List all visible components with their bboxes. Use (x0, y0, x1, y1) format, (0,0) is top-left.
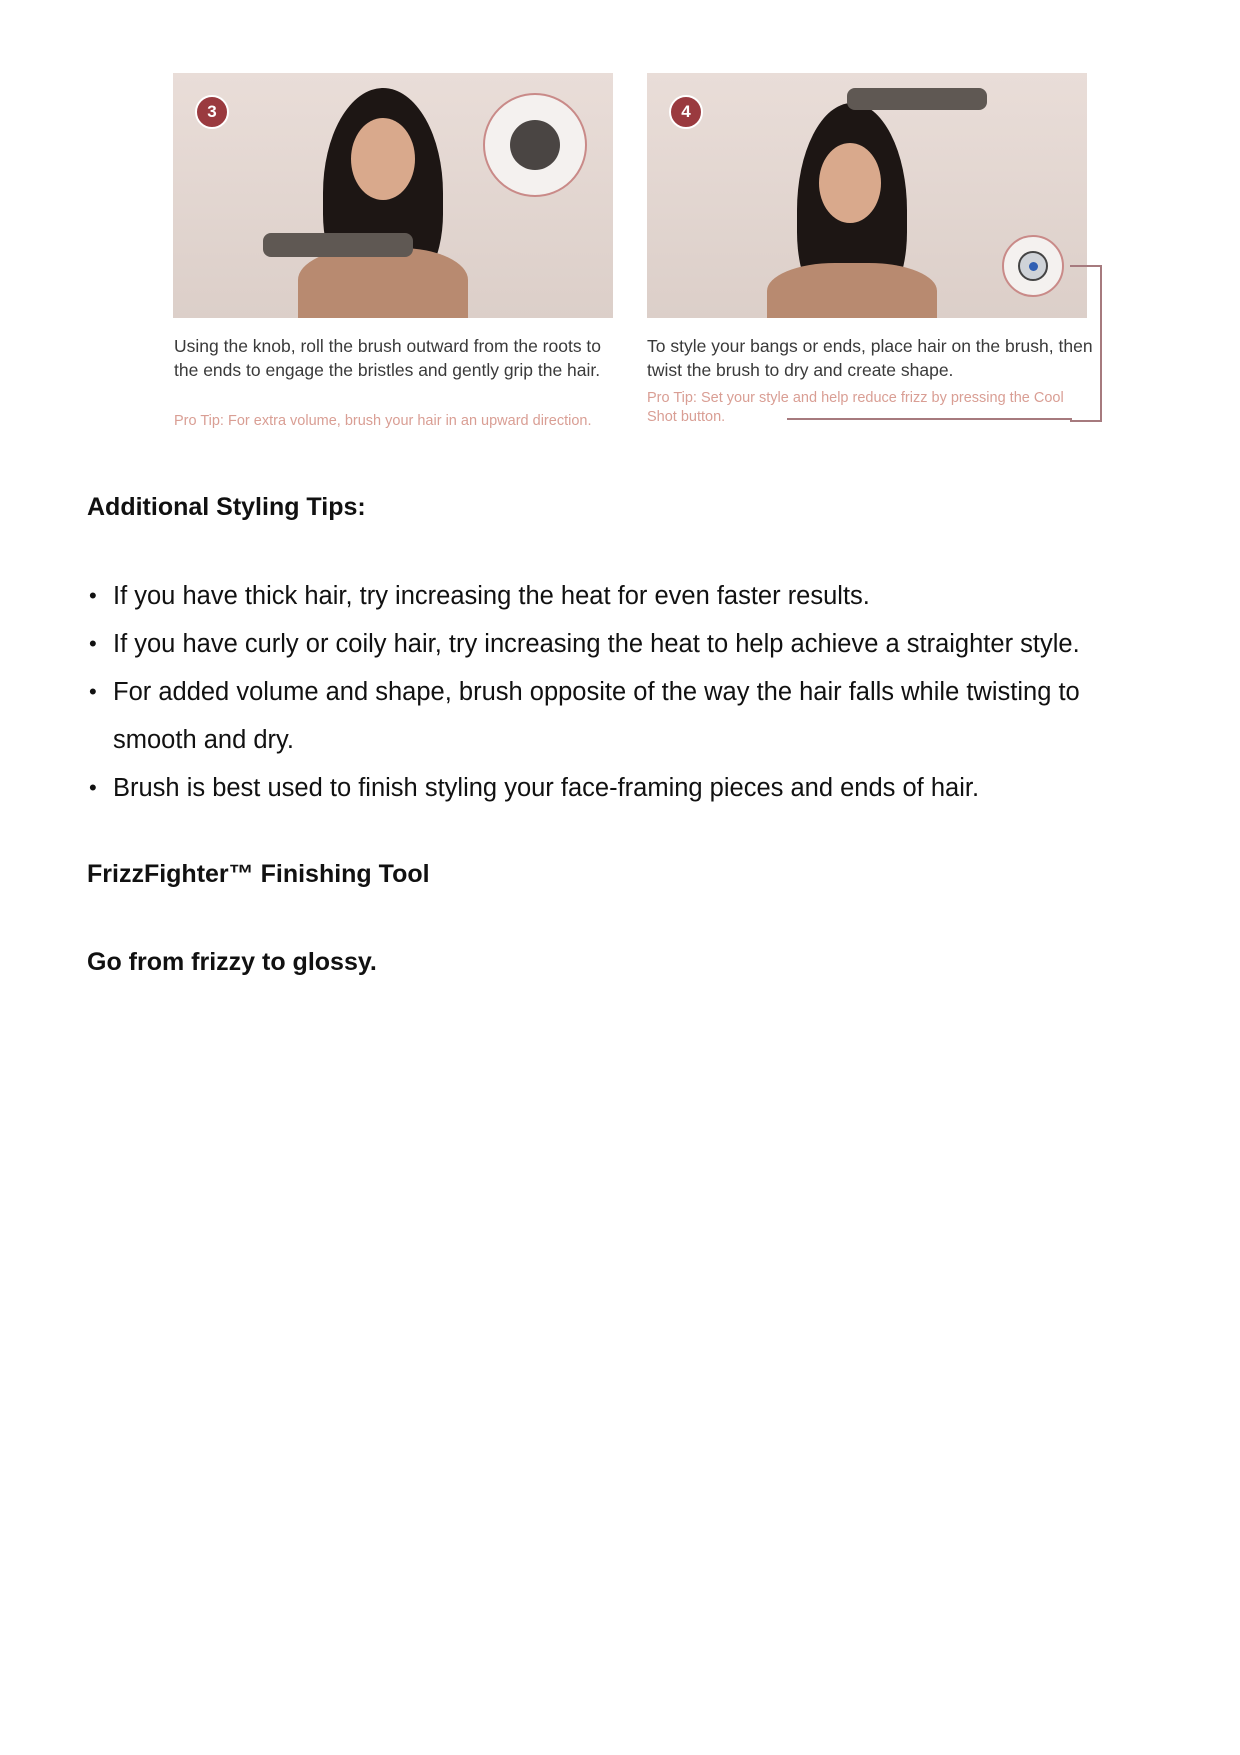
tagline: Go from frizzy to glossy. (87, 948, 377, 976)
list-item: • If you have curly or coily hair, try increasing the heat to help achieve a straighter style. (87, 620, 1167, 668)
dryer-brush-icon (847, 88, 987, 110)
list-item: • If you have thick hair, try increasing the heat for even faster results. (87, 572, 1167, 620)
step-4-caption: To style your bangs or ends, place hair on the brush, then twist the brush to dry and create shape. (647, 336, 1093, 380)
step-4-photo (647, 73, 1087, 318)
knob-inset-icon (483, 93, 587, 197)
dryer-brush-icon (263, 233, 413, 257)
step-4-pro-tip: Pro Tip: Set your style and help reduce frizz by pressing the Cool Shot button. (647, 390, 1064, 425)
cool-shot-button-inset-icon (1002, 235, 1064, 297)
step-3-photo (173, 73, 613, 318)
step-3-pro-tip: Pro Tip: For extra volume, brush your hair in an upward direction. (174, 413, 592, 429)
additional-tips-heading: Additional Styling Tips: (87, 493, 366, 521)
step-number-badge: 3 (195, 95, 229, 129)
list-item: • For added volume and shape, brush opposite of the way the hair falls while twisting to smooth and dry. (87, 668, 1167, 764)
tips-list (87, 572, 1167, 812)
list-item: • Brush is best used to finish styling your face-framing pieces and ends of hair. (87, 764, 1167, 812)
tool-heading: FrizzFighter™ Finishing Tool (87, 860, 430, 888)
step-number-badge: 4 (669, 95, 703, 129)
step-3-caption: Using the knob, roll the brush outward from the roots to the ends to engage the bristles and gently grip the hair. (174, 336, 602, 380)
